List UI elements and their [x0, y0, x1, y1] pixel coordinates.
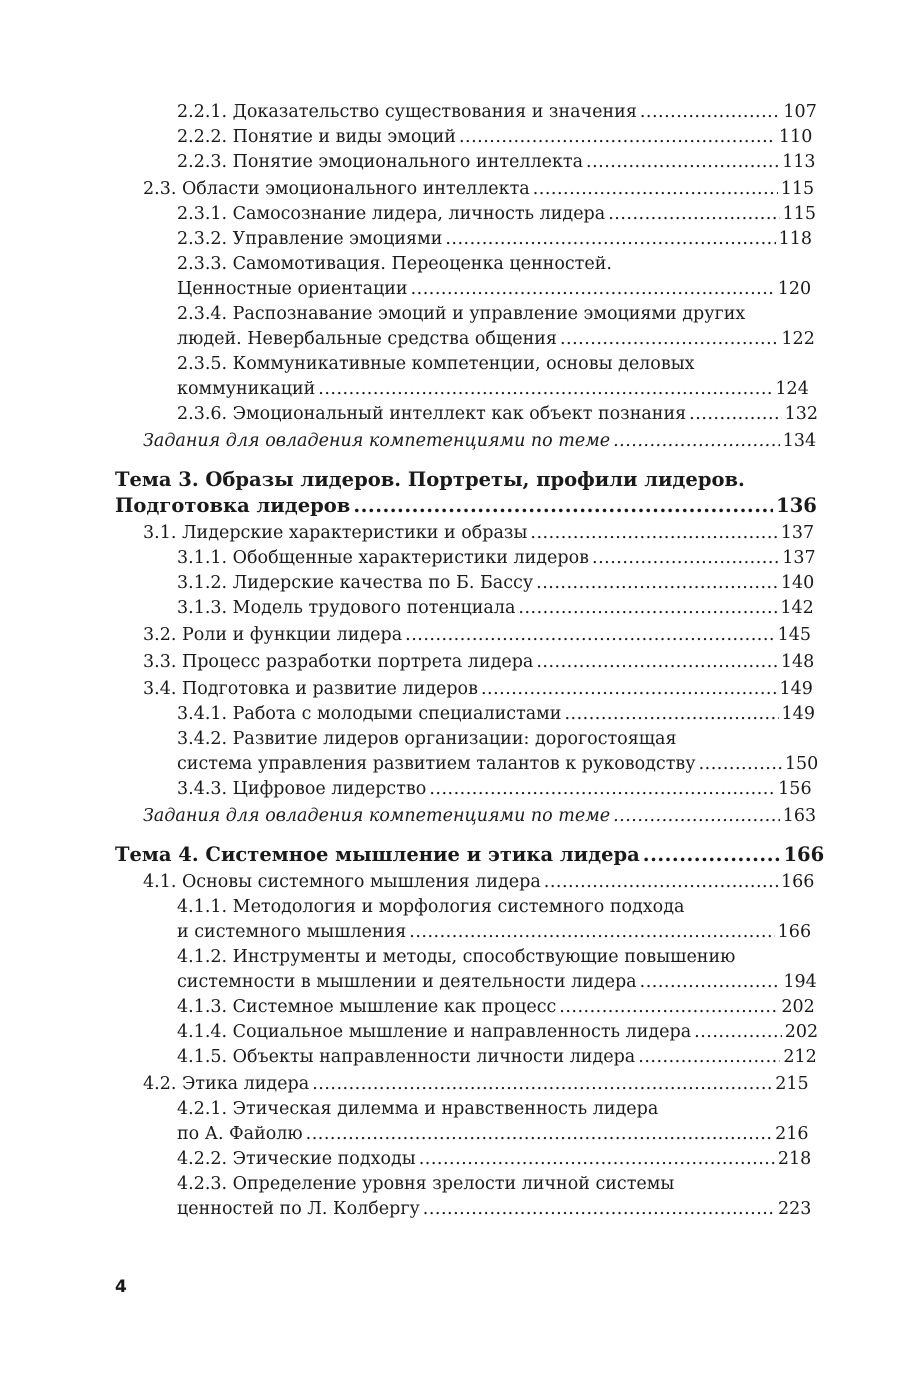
toc-page-number: 166 — [783, 843, 825, 866]
toc-entry-title: по А. Файолю — [177, 1124, 303, 1144]
toc-entry-title: 4.1. Основы системного мышления лидера — [143, 872, 541, 892]
toc-dot-leader — [640, 970, 781, 995]
toc-entry — [177, 727, 819, 777]
toc-dot-leader — [533, 177, 778, 202]
toc-dot-leader — [640, 100, 781, 125]
toc-entry — [177, 302, 815, 352]
toc-page-number: 107 — [783, 102, 817, 122]
toc-entry-title: 2.3.5. Коммуникативные компетенции, основы деловых — [177, 354, 695, 374]
toc-entry-line — [177, 546, 816, 571]
toc-entry — [177, 202, 817, 227]
toc-entry-title: 4.1.3. Системное мышление как процесс — [177, 997, 557, 1017]
toc-dot-leader — [559, 995, 778, 1020]
toc-dot-leader — [445, 227, 775, 252]
toc-entry-line — [177, 227, 812, 252]
toc-entry-line — [177, 596, 814, 621]
toc-page-number: 140 — [780, 573, 815, 593]
toc-entry — [177, 402, 819, 427]
toc-page-number: 110 — [778, 127, 813, 147]
toc-entry — [177, 100, 817, 125]
toc-entry-title: 2.3.4. Распознавание эмоций и управление эмоциями других — [177, 304, 746, 324]
toc-page-number: 118 — [778, 229, 812, 249]
toc-page-number: 166 — [777, 922, 812, 942]
toc-entry-title: коммуникаций — [177, 379, 316, 399]
toc-entry — [177, 1045, 817, 1070]
toc-page-number: 166 — [781, 872, 815, 892]
toc-entry — [143, 177, 815, 202]
toc-entry-title: 2.3. Области эмоционального интеллекта — [143, 179, 530, 199]
toc-entry-line — [177, 702, 815, 727]
toc-entry — [143, 677, 813, 702]
toc-entry-line — [177, 100, 817, 125]
toc-entry-title: 3.3. Процесс разработки портрета лидера — [143, 652, 534, 672]
toc-entry-title: 4.2.1. Этическая дилемма и нравственность лидера — [177, 1099, 659, 1119]
toc-entry-line — [143, 804, 817, 829]
toc-page-number: 115 — [782, 204, 817, 224]
toc-entry-title: 4.2.2. Этические подходы — [177, 1149, 416, 1169]
toc-entry-title: 4.1.5. Объекты направленности личности лидера — [177, 1047, 636, 1067]
toc-dot-leader — [699, 752, 782, 777]
toc-entry — [177, 895, 812, 945]
toc-entry-line — [177, 1147, 812, 1172]
toc-entry — [143, 1072, 809, 1097]
toc-entry-line — [177, 327, 815, 352]
toc-page-number: 202 — [784, 1022, 819, 1042]
toc-entry-title: 3.1.3. Модель трудового потенциала — [177, 598, 516, 618]
toc-page-number: 149 — [779, 679, 813, 699]
toc-dot-leader — [536, 650, 778, 675]
toc-entry-line — [177, 1172, 787, 1197]
toc-entry — [143, 623, 811, 648]
toc-entry — [177, 150, 816, 175]
toc-page-number: 115 — [780, 179, 815, 199]
toc-entry — [177, 571, 815, 596]
toc-entry — [177, 1097, 809, 1147]
toc-page-number: 150 — [784, 754, 819, 774]
toc-entry-line — [177, 402, 819, 427]
toc-entry-line — [143, 1072, 809, 1097]
toc-entry-title: 2.3.6. Эмоциональный интеллект как объект познания — [177, 404, 687, 424]
toc-dot-leader — [689, 402, 781, 427]
toc-topic-entry — [115, 842, 825, 868]
toc-page-number: 202 — [781, 997, 815, 1017]
toc-entry-line — [177, 377, 809, 402]
toc-page-number: 136 — [776, 494, 817, 517]
toc-entry-title: 3.4. Подготовка и развитие лидеров — [143, 679, 478, 699]
toc-entry — [177, 995, 815, 1020]
toc-dot-leader — [423, 1197, 775, 1222]
toc-entry-line — [143, 429, 817, 454]
toc-entry-line — [177, 125, 813, 150]
toc-entry-line — [177, 895, 787, 920]
toc-entry-title: 3.4.2. Развитие лидеров организации: дорогостоящая — [177, 729, 677, 749]
toc-topic-entry — [115, 467, 817, 519]
toc-entry-title: людей. Невербальные средства общения — [177, 329, 557, 349]
toc-page-number: 156 — [778, 779, 812, 799]
toc-entry-line — [115, 467, 787, 493]
toc-page-number: 212 — [783, 1047, 817, 1067]
toc-entry-line — [177, 727, 787, 752]
toc-entry-line — [177, 352, 787, 377]
toc-page-number: 132 — [784, 404, 819, 424]
toc-entry-title: 4.1.2. Инструменты и методы, способствующие повышению — [177, 947, 736, 967]
toc-entry — [177, 1020, 819, 1045]
toc-dot-leader — [405, 623, 774, 648]
toc-dot-leader — [643, 842, 781, 868]
toc-entry-title: 4.2.3. Определение уровня зрелости личной системы — [177, 1174, 675, 1194]
toc-entry-line — [177, 1097, 787, 1122]
toc-dot-leader — [694, 1020, 782, 1045]
toc-entry — [177, 352, 809, 402]
toc-dot-leader — [411, 277, 775, 302]
toc-entry — [177, 227, 812, 252]
toc-page-number: 223 — [778, 1199, 812, 1219]
toc-dot-leader — [353, 493, 773, 519]
toc-entry-line — [177, 302, 787, 327]
toc-dot-leader — [613, 804, 780, 829]
toc-entry-title: 2.2.1. Доказательство существования и значения — [177, 102, 637, 122]
toc-entry-title: 2.3.3. Самомотивация. Переоценка ценностей. — [177, 254, 612, 274]
toc-entry-line — [177, 777, 812, 802]
toc-dot-leader — [564, 702, 778, 727]
toc-dot-leader — [536, 571, 778, 596]
toc-page-number: 215 — [775, 1074, 809, 1094]
toc-entry-line — [177, 1122, 809, 1147]
toc-entry-title: и системного мышления — [177, 922, 407, 942]
toc-dot-leader — [459, 125, 776, 150]
toc-page-number: 216 — [775, 1124, 809, 1144]
toc-dot-leader — [560, 327, 778, 352]
toc-entry-line — [177, 1045, 817, 1070]
toc-page-number: 194 — [783, 972, 817, 992]
toc-entry-title: Задания для овладения компетенциями по теме — [143, 806, 611, 826]
toc-entry-line — [177, 945, 787, 970]
toc-dot-leader — [586, 150, 779, 175]
toc-entry-line — [143, 623, 811, 648]
toc-entry-line — [177, 752, 819, 777]
toc-entry-title: 2.3.1. Самосознание лидера, личность лидера — [177, 204, 606, 224]
toc-entry-line — [177, 202, 817, 227]
toc-entry-line — [177, 970, 817, 995]
toc-entry — [177, 125, 813, 150]
toc-dot-leader — [544, 870, 778, 895]
toc-entry-title: система управления развитием талантов к руководству — [177, 754, 696, 774]
toc-entry-line — [177, 1197, 812, 1222]
table-of-contents — [115, 100, 825, 1222]
toc-entry-line — [143, 650, 815, 675]
toc-entry — [177, 702, 815, 727]
toc-page-number: 134 — [782, 431, 817, 451]
toc-entry-title: 3.1.2. Лидерские качества по Б. Бассу — [177, 573, 534, 593]
toc-entry-title: 4.1.4. Социальное мышление и направленность лидера — [177, 1022, 692, 1042]
toc-entry-line — [143, 870, 815, 895]
toc-page-number: 122 — [781, 329, 815, 349]
toc-entry-line — [143, 677, 813, 702]
toc-page-number: 163 — [782, 806, 817, 826]
toc-dot-leader — [638, 1045, 780, 1070]
toc-entry-title: 2.2.2. Понятие и виды эмоций — [177, 127, 456, 147]
toc-entry-line — [177, 995, 815, 1020]
toc-entry — [177, 252, 812, 302]
toc-dot-leader — [409, 920, 774, 945]
toc-entry-line — [177, 920, 812, 945]
toc-page-number: 120 — [777, 279, 812, 299]
toc-entry-title: 3.2. Роли и функции лидера — [143, 625, 403, 645]
toc-entry — [177, 546, 816, 571]
toc-dot-leader — [429, 777, 775, 802]
toc-entry — [143, 650, 815, 675]
toc-entry-title: Тема 3. Образы лидеров. Портреты, профили лидеров. — [115, 468, 745, 491]
toc-tasks-entry — [143, 429, 817, 454]
toc-page-number: 137 — [780, 523, 815, 543]
toc-entry-line — [177, 571, 815, 596]
toc-page-number: 148 — [780, 652, 815, 672]
toc-entry — [143, 870, 815, 895]
toc-entry-line — [143, 177, 815, 202]
toc-entry-line — [115, 842, 825, 868]
toc-dot-leader — [608, 202, 779, 227]
toc-entry-line — [143, 521, 815, 546]
toc-entry-line — [115, 493, 817, 519]
toc-entry-title: 3.4.3. Цифровое лидерство — [177, 779, 427, 799]
toc-entry-title: системности в мышлении и деятельности лидера — [177, 972, 637, 992]
toc-dot-leader — [481, 677, 777, 702]
toc-page-number: 124 — [775, 379, 809, 399]
toc-entry-title: ценностей по Л. Колбергу — [177, 1199, 420, 1219]
toc-entry — [177, 1147, 812, 1172]
toc-dot-leader — [306, 1122, 772, 1147]
toc-dot-leader — [419, 1147, 775, 1172]
toc-entry-title: Тема 4. Системное мышление и этика лидера — [115, 843, 640, 866]
toc-page-number: 145 — [777, 625, 811, 645]
toc-entry-title: 3.4.1. Работа с молодыми специалистами — [177, 704, 562, 724]
toc-entry-title: Подготовка лидеров — [115, 494, 351, 517]
toc-page-number: 113 — [782, 152, 816, 172]
toc-entry — [177, 945, 817, 995]
toc-entry-title: 2.2.3. Понятие эмоционального интеллекта — [177, 152, 584, 172]
toc-entry-line — [177, 1020, 819, 1045]
toc-dot-leader — [530, 521, 777, 546]
toc-entry-line — [177, 252, 787, 277]
toc-entry — [177, 596, 814, 621]
toc-entry-line — [177, 277, 812, 302]
toc-tasks-entry — [143, 804, 817, 829]
toc-entry-title: 3.1. Лидерские характеристики и образы — [143, 523, 528, 543]
toc-entry-title: 4.2. Этика лидера — [143, 1074, 310, 1094]
toc-dot-leader — [518, 596, 777, 621]
toc-entry-line — [177, 150, 816, 175]
toc-dot-leader — [312, 1072, 772, 1097]
toc-page-number: 142 — [780, 598, 814, 618]
page-number: 4 — [115, 1277, 127, 1297]
toc-entry — [177, 777, 812, 802]
toc-page-number: 149 — [781, 704, 815, 724]
toc-entry — [143, 521, 815, 546]
toc-page-number: 218 — [777, 1149, 812, 1169]
toc-entry-title: 3.1.1. Обобщенные характеристики лидеров — [177, 548, 590, 568]
toc-entry-title: 2.3.2. Управление эмоциями — [177, 229, 443, 249]
toc-entry-title: Задания для овладения компетенциями по теме — [143, 431, 611, 451]
toc-dot-leader — [592, 546, 779, 571]
toc-dot-leader — [318, 377, 772, 402]
toc-entry-title: Ценностные ориентации — [177, 279, 408, 299]
toc-page-number: 137 — [782, 548, 816, 568]
toc-dot-leader — [613, 429, 780, 454]
toc-entry — [177, 1172, 812, 1222]
toc-entry-title: 4.1.1. Методология и морфология системного подхода — [177, 897, 685, 917]
